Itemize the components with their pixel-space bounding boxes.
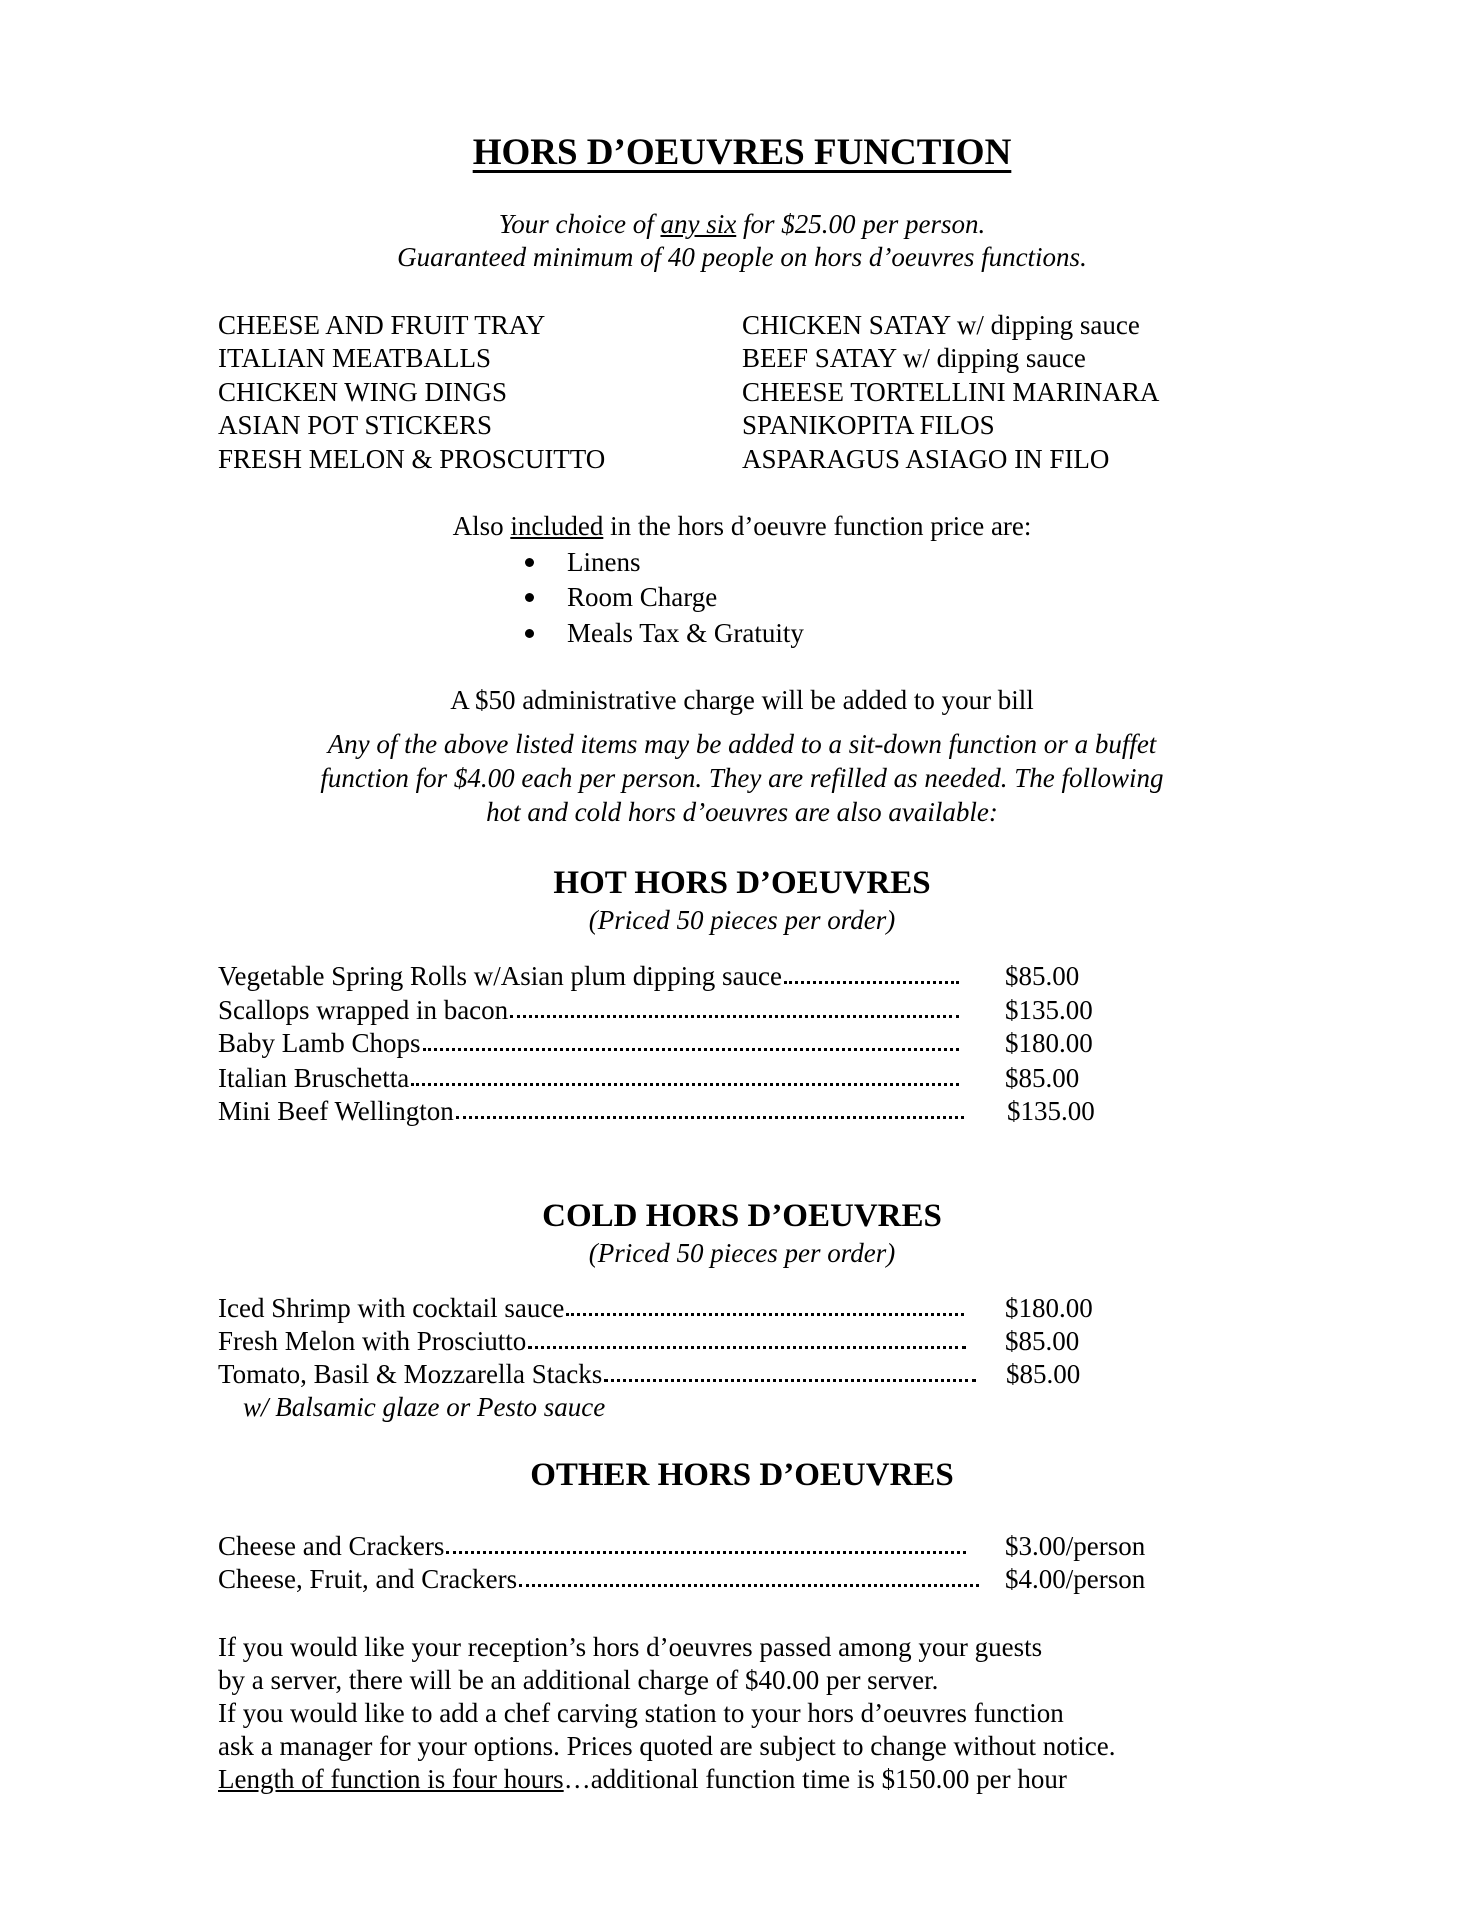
intro-line-2: Guaranteed minimum of 40 people on hors d’oeuvres functions. [397, 242, 1087, 272]
additional-time-charge: …additional function time is $150.00 per hour [563, 1764, 1067, 1794]
bullet-icon [525, 629, 534, 638]
dot-leader [446, 1529, 966, 1554]
item-name: Baby Lamb Chops [218, 1028, 421, 1058]
cold-item [218, 1357, 1081, 1391]
choice-item: ITALIAN MEATBALLS [218, 343, 492, 373]
dot-leader [510, 993, 959, 1018]
closing-line: If you would like to add a chef carving station to your hors d’oeuvres function [218, 1698, 1064, 1728]
choice-item: CHEESE AND FRUIT TRAY [218, 310, 546, 340]
item-name: Fresh Melon with Prosciutto [218, 1326, 527, 1356]
item-price: $85.00 [1005, 1326, 1080, 1356]
cold-heading: COLD HORS D’OEUVRES [542, 1198, 942, 1234]
hot-item [218, 1061, 1080, 1095]
included-item-label: Room Charge [567, 582, 718, 612]
included-intro [0, 509, 1484, 543]
closing-line: by a server, there will be an additional charge of $40.00 per server. [218, 1665, 939, 1695]
cold-item [218, 1324, 1080, 1358]
closing-line: ask a manager for your options. Prices quoted are subject to change without notice. [218, 1731, 1116, 1761]
choice-item: FRESH MELON & PROSCUITTO [218, 444, 606, 474]
page-title: HORS D’OEUVRES FUNCTION [472, 132, 1012, 173]
item-price: $180.00 [1005, 1028, 1093, 1058]
hot-subheading: (Priced 50 pieces per order) [588, 905, 896, 935]
choice-item: BEEF SATAY w/ dipping sauce [742, 343, 1086, 373]
choice-item: ASIAN POT STICKERS [218, 410, 493, 440]
item-price: $85.00 [1006, 1359, 1081, 1389]
function-length: Length of function is four hours [218, 1764, 564, 1794]
item-name: Cheese and Crackers [218, 1531, 445, 1561]
addon-note-line: function for $4.00 each per person. They are refilled as needed. The following [320, 763, 1164, 793]
choice-item: SPANIKOPITA FILOS [742, 410, 995, 440]
item-price: $3.00/person [1005, 1531, 1146, 1561]
dot-leader [519, 1562, 979, 1587]
choice-item: CHEESE TORTELLINI MARINARA [742, 377, 1160, 407]
item-name: Tomato, Basil & Mozzarella Stacks [218, 1359, 603, 1389]
cold-item-note: w/ Balsamic glaze or Pesto sauce [243, 1392, 606, 1422]
hot-item [218, 1026, 1093, 1060]
included-text: Also [452, 511, 511, 541]
item-price: $135.00 [1005, 995, 1093, 1025]
other-item [218, 1529, 1146, 1563]
admin-charge: A $50 administrative charge will be added to your bill [450, 685, 1034, 715]
choice-item: ASPARAGUS ASIAGO IN FILO [742, 444, 1110, 474]
dot-leader [528, 1324, 966, 1349]
hot-item [218, 959, 1080, 993]
item-name: Scallops wrapped in bacon [218, 995, 509, 1025]
item-name: Iced Shrimp with cocktail sauce [218, 1293, 565, 1323]
hot-heading: HOT HORS D’OEUVRES [553, 865, 931, 901]
item-price: $135.00 [1007, 1096, 1095, 1126]
intro-text: for $25.00 per person. [736, 209, 986, 239]
dot-leader [784, 959, 959, 984]
dot-leader [411, 1061, 959, 1086]
dot-leader [566, 1291, 964, 1316]
included-item-label: Meals Tax & Gratuity [567, 618, 804, 648]
hot-item [218, 1094, 1095, 1128]
other-heading: OTHER HORS D’OEUVRES [530, 1457, 954, 1493]
cold-subheading: (Priced 50 pieces per order) [588, 1238, 896, 1268]
bullet-icon [525, 593, 534, 602]
item-name: Mini Beef Wellington [218, 1096, 454, 1126]
item-price: $4.00/person [1005, 1564, 1146, 1594]
dot-leader [456, 1094, 964, 1119]
item-price: $85.00 [1005, 961, 1080, 991]
included-emphasis: included [510, 511, 604, 541]
cold-item [218, 1291, 1093, 1325]
choice-item: CHICKEN SATAY w/ dipping sauce [742, 310, 1140, 340]
addon-note-line: Any of the above listed items may be added to a sit-down function or a buffet [327, 729, 1157, 759]
dot-leader [423, 1026, 960, 1051]
intro-emphasis: any six [660, 209, 737, 239]
item-name: Cheese, Fruit, and Crackers [218, 1564, 518, 1594]
item-name: Vegetable Spring Rolls w/Asian plum dipping sauce [218, 961, 782, 991]
bullet-icon [525, 558, 534, 567]
dot-leader [604, 1357, 976, 1382]
choice-item: CHICKEN WING DINGS [218, 377, 507, 407]
item-price: $180.00 [1005, 1293, 1093, 1323]
item-price: $85.00 [1005, 1063, 1080, 1093]
closing-line: If you would like your reception’s hors d’oeuvres passed among your guests [218, 1632, 1043, 1662]
hot-item [218, 993, 1093, 1027]
included-text: in the hors d’oeuvre function price are: [603, 511, 1032, 541]
closing-line [218, 1762, 1067, 1796]
item-name: Italian Bruschetta [218, 1063, 410, 1093]
addon-note-line: hot and cold hors d’oeuvres are also available: [486, 797, 998, 827]
intro-line-1 [0, 207, 1484, 241]
intro-text: Your choice of [498, 209, 661, 239]
other-item [218, 1562, 1146, 1596]
included-item-label: Linens [567, 547, 641, 577]
